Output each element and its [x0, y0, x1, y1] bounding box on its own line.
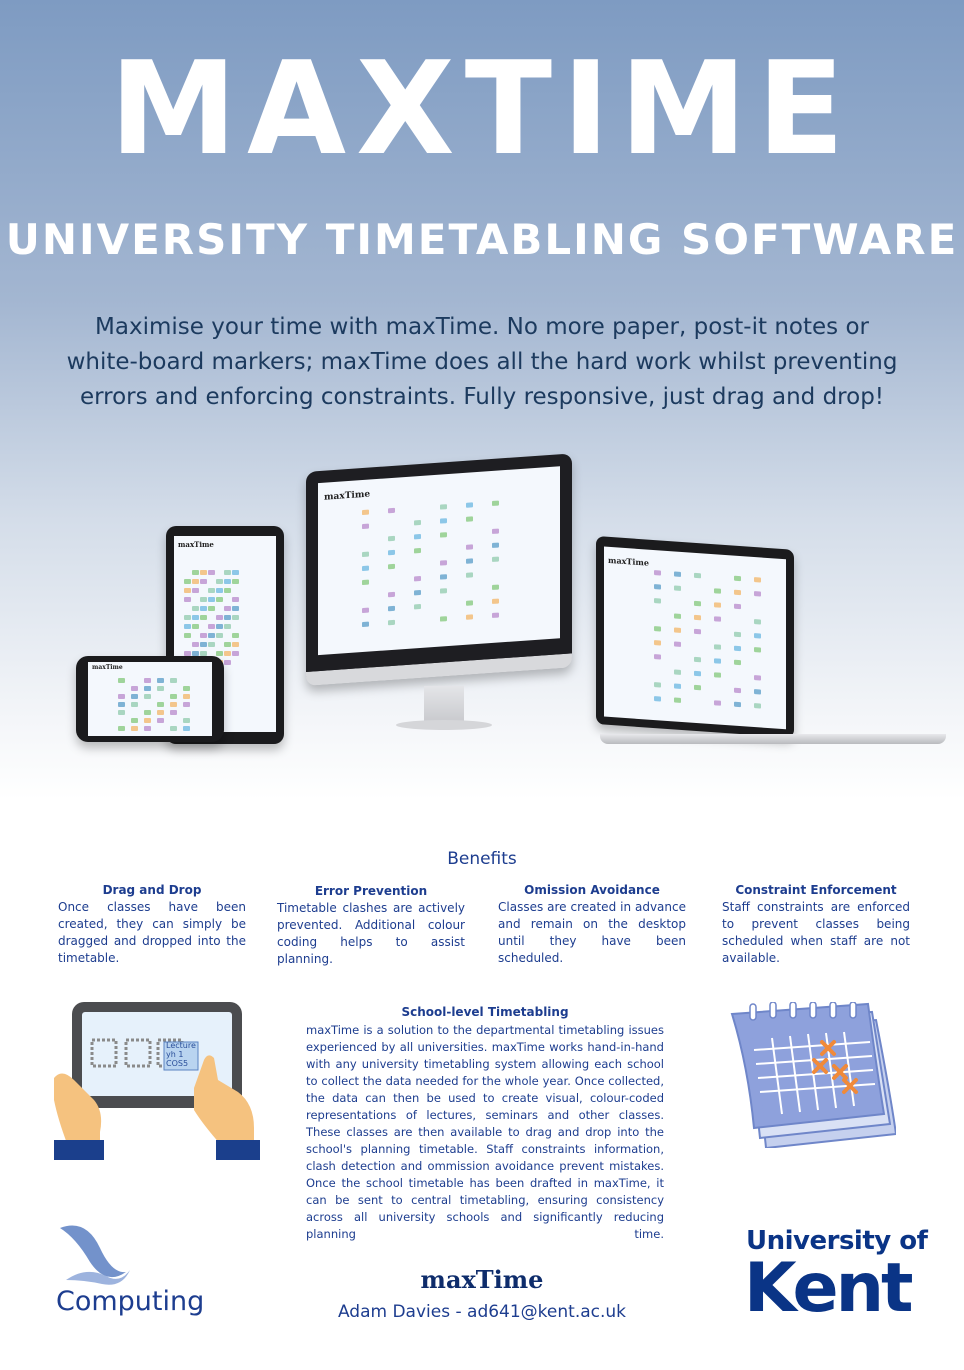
timetable-cell: [200, 606, 207, 611]
timetable-cell: [216, 633, 223, 638]
timetable-cell: [466, 558, 473, 563]
phone-landscape: [76, 656, 224, 742]
timetable-cell: [388, 508, 395, 513]
timetable-cell: [654, 640, 661, 645]
timetable-cell: [754, 591, 761, 596]
timetable-cell: [440, 560, 447, 565]
timetable-cell: [362, 552, 369, 557]
timetable-cell: [216, 651, 223, 656]
timetable-cell: [216, 588, 223, 593]
laptop-base: [600, 734, 946, 744]
timetable-cell: [232, 615, 239, 620]
kent-logo-line1: University of: [746, 1226, 928, 1256]
timetable-cell: [492, 529, 499, 534]
computing-logo: [56, 1222, 136, 1288]
benefits-heading: Benefits: [447, 849, 517, 869]
timetable-cell: [118, 710, 125, 715]
timetable-cell: [654, 570, 661, 575]
benefit-text: Classes are created in advance and remain on the desktop until they have been scheduled.: [498, 900, 686, 965]
timetable-cell: [754, 647, 761, 652]
desktop-monitor: [306, 472, 572, 742]
timetable-cell: [674, 627, 681, 632]
timetable-cell: [674, 571, 681, 576]
timetable-cell: [192, 615, 199, 620]
timetable-cell: [362, 566, 369, 571]
benefit-error-prevention: [277, 883, 465, 968]
timetable-cell: [208, 570, 215, 575]
timetable-cell: [492, 543, 499, 548]
timetable-cell: [131, 702, 138, 707]
timetable-cell: [694, 615, 701, 620]
timetable-cell: [714, 602, 721, 607]
timetable-cell: [440, 518, 447, 523]
drag-card-line: COS5: [166, 1059, 189, 1068]
timetable-cell: [492, 599, 499, 604]
timetable-cell: [131, 694, 138, 699]
timetable-cell: [144, 718, 151, 723]
kent-logo-line2: Kent: [744, 1249, 911, 1328]
timetable-cell: [694, 657, 701, 662]
school-section-title: School-level Timetabling: [401, 1005, 569, 1019]
timetable-cell: [170, 694, 177, 699]
timetable-cell: [654, 584, 661, 589]
timetable-cell: [184, 597, 191, 602]
monitor-stand: [424, 686, 464, 722]
timetable-cell: [232, 642, 239, 647]
timetable-cell: [224, 606, 231, 611]
timetable-cell: [466, 516, 473, 521]
timetable-cell: [184, 633, 191, 638]
timetable-cell: [184, 579, 191, 584]
timetable-cell: [440, 574, 447, 579]
benefit-drag-and-drop: [58, 882, 246, 967]
app-logo: maxTime: [178, 540, 214, 549]
timetable-cell: [183, 718, 190, 723]
timetable-cell: [208, 606, 215, 611]
timetable-cell: [183, 694, 190, 699]
timetable-cell: [208, 642, 215, 647]
timetable-cell: [170, 702, 177, 707]
timetable-cell: [694, 601, 701, 606]
timetable-cell: [754, 689, 761, 694]
timetable-cell: [734, 576, 741, 581]
timetable-cell: [118, 726, 125, 731]
app-logo: maxTime: [608, 554, 649, 568]
timetable-cell: [192, 624, 199, 629]
timetable-cell: [734, 632, 741, 637]
timetable-cell: [388, 592, 395, 597]
timetable-cell: [144, 710, 151, 715]
computing-swirl-icon: [56, 1222, 136, 1288]
timetable-cell: [754, 619, 761, 624]
timetable-cell: [224, 660, 231, 665]
timetable-cell: [388, 550, 395, 555]
timetable-cell: [440, 616, 447, 621]
timetable-cell: [362, 608, 369, 613]
timetable-cell: [157, 686, 164, 691]
timetable-cell: [414, 590, 421, 595]
timetable-cell: [654, 682, 661, 687]
timetable-cell: [492, 557, 499, 562]
timetable-cell: [118, 702, 125, 707]
school-section-body: maxTime is a solution to the departmental timetabling issues experienced by all universities. maxTime works hand-in-hand with any university timetabling system allowing each school to collect the data needed for the whole year. Once collected, the data can then be used to create visual, colour-coded representations of lectures, seminars and other classes. These classes are then available to drag and drop into the school's planning timetable. Staff constraints information, clash detection and ommission avoidance prevent mistakes. Once the school timetable has been drafted in maxTime, it can be sent to central timetabling, ensuring consistency across all university schools and significantly reducing planning time.: [306, 1023, 664, 1241]
calendar-icon: [730, 1002, 896, 1148]
timetable-cell: [200, 570, 207, 575]
timetable-cell: [144, 726, 151, 731]
drag-card-line: yh 1: [166, 1050, 184, 1059]
timetable-cell: [200, 597, 207, 602]
timetable-cell: [714, 616, 721, 621]
timetable-cell: [654, 598, 661, 603]
timetable-cell: [184, 624, 191, 629]
timetable-cell: [362, 524, 369, 529]
timetable-cell: [414, 520, 421, 525]
app-logo: maxTime: [92, 664, 123, 671]
timetable-cell: [170, 726, 177, 731]
timetable-cell: [754, 675, 761, 680]
timetable-cell: [492, 585, 499, 590]
timetable-cell: [183, 702, 190, 707]
timetable-cell: [674, 669, 681, 674]
timetable-cell: [131, 718, 138, 723]
phone-screen: [88, 662, 212, 736]
timetable-cell: [734, 688, 741, 693]
timetable-cell: [208, 588, 215, 593]
benefit-text: Staff constraints are enforced to prevent classes being scheduled when staff are not available.: [722, 900, 910, 965]
timetable-cell: [144, 686, 151, 691]
laptop: [596, 536, 946, 748]
timetable-cell: [224, 624, 231, 629]
timetable-cell: [192, 570, 199, 575]
benefit-text: Timetable clashes are actively prevented. Additional colour coding helps to assist planning.: [277, 901, 465, 966]
timetable-cell: [131, 686, 138, 691]
benefit-omission-avoidance: [498, 882, 686, 967]
timetable-cell: [144, 694, 151, 699]
timetable-cell: [118, 694, 125, 699]
benefit-text: Once classes have been created, they can simply be dragged and dropped into the timetable.: [58, 900, 246, 965]
app-logo: maxTime: [324, 489, 371, 503]
timetable-cell: [224, 579, 231, 584]
contact-line: Adam Davies - ad641@kent.ac.uk: [337, 1302, 627, 1322]
timetable-cell: [414, 604, 421, 609]
timetable-cell: [694, 629, 701, 634]
timetable-cell: [388, 536, 395, 541]
timetable-cell: [492, 501, 499, 506]
timetable-cell: [192, 642, 199, 647]
timetable-cell: [694, 671, 701, 676]
timetable-cell: [754, 703, 761, 708]
timetable-cell: [200, 579, 207, 584]
timetable-cell: [157, 678, 164, 683]
timetable-cell: [734, 590, 741, 595]
timetable-cell: [224, 651, 231, 656]
timetable-cell: [734, 604, 741, 609]
timetable-cell: [224, 588, 231, 593]
timetable-cell: [694, 573, 701, 578]
timetable-cell: [216, 624, 223, 629]
timetable-cell: [224, 570, 231, 575]
timetable-cell: [754, 633, 761, 638]
timetable-cell: [216, 597, 223, 602]
timetable-cell: [118, 678, 125, 683]
timetable-cell: [208, 597, 215, 602]
benefit-title: Drag and Drop: [102, 883, 202, 897]
timetable-cell: [466, 600, 473, 605]
timetable-cell: [183, 686, 190, 691]
timetable-cell: [362, 622, 369, 627]
timetable-cell: [232, 633, 239, 638]
devices-illustration: [0, 470, 964, 790]
benefit-constraint-enforcement: [722, 882, 910, 967]
timetable-cell: [192, 588, 199, 593]
drag-card-line: Lecture: [166, 1041, 196, 1050]
calendar-illustration: [730, 1002, 896, 1148]
timetable-cell: [200, 615, 207, 620]
benefit-title: Omission Avoidance: [524, 883, 660, 897]
timetable-cell: [414, 576, 421, 581]
timetable-cell: [388, 564, 395, 569]
timetable-cell: [714, 672, 721, 677]
timetable-cell: [144, 678, 151, 683]
timetable-cell: [734, 660, 741, 665]
timetable-cell: [232, 651, 239, 656]
timetable-cell: [714, 700, 721, 705]
timetable-cell: [224, 642, 231, 647]
intro-text: Maximise your time with maxTime. No more paper, post-it notes or white-board markers; maxTime does all the hard work whilst preventing errors and enforcing constraints. Fully responsive, just drag and drop!: [66, 314, 898, 410]
timetable-cell: [192, 606, 199, 611]
timetable-cell: [674, 585, 681, 590]
timetable-cell: [466, 502, 473, 507]
monitor-screen: [318, 466, 560, 655]
timetable-cell: [184, 588, 191, 593]
timetable-cell: [232, 597, 239, 602]
timetable-cell: [362, 580, 369, 585]
timetable-cell: [183, 726, 190, 731]
timetable-cell: [414, 548, 421, 553]
timetable-cell: [216, 579, 223, 584]
timetable-cell: [714, 658, 721, 663]
tablet-hands-icon: [54, 1000, 260, 1162]
timetable-cell: [492, 613, 499, 618]
timetable-cell: [654, 654, 661, 659]
timetable-cell: [388, 620, 395, 625]
timetable-cell: [170, 710, 177, 715]
timetable-cell: [200, 633, 207, 638]
timetable-cell: [654, 626, 661, 631]
monitor-frame: [306, 453, 572, 686]
timetable-cell: [157, 718, 164, 723]
timetable-cell: [232, 606, 239, 611]
timetable-cell: [131, 726, 138, 731]
timetable-cell: [224, 615, 231, 620]
timetable-cell: [232, 570, 239, 575]
timetable-cell: [414, 534, 421, 539]
benefit-title: Error Prevention: [314, 884, 428, 898]
timetable-cell: [208, 633, 215, 638]
timetable-cell: [734, 646, 741, 651]
monitor-base: [396, 720, 492, 730]
timetable-cell: [216, 615, 223, 620]
tablet-hands-illustration: [54, 1000, 260, 1162]
benefit-title: Constraint Enforcement: [735, 883, 897, 897]
timetable-cell: [388, 606, 395, 611]
timetable-cell: [200, 642, 207, 647]
timetable-cell: [674, 613, 681, 618]
timetable-cell: [674, 641, 681, 646]
drag-card-text: [166, 1041, 196, 1068]
timetable-cell: [157, 710, 164, 715]
timetable-cell: [674, 697, 681, 702]
timetable-cell: [466, 614, 473, 619]
timetable-cell: [157, 702, 164, 707]
timetable-cell: [714, 644, 721, 649]
computing-label: Computing: [56, 1286, 205, 1317]
timetable-cell: [674, 683, 681, 688]
timetable-cell: [754, 577, 761, 582]
timetable-cell: [208, 624, 215, 629]
timetable-cell: [440, 504, 447, 509]
timetable-cell: [170, 678, 177, 683]
page-title: MAXTIME: [109, 35, 855, 184]
page-subtitle: UNIVERSITY TIMETABLING SOFTWARE: [5, 215, 959, 264]
timetable-cell: [184, 615, 191, 620]
timetable-cell: [466, 572, 473, 577]
timetable-cell: [734, 702, 741, 707]
timetable-cell: [714, 588, 721, 593]
timetable-cell: [192, 579, 199, 584]
maxtime-logo: maxTime: [420, 1265, 544, 1294]
timetable-cell: [232, 579, 239, 584]
timetable-cell: [694, 685, 701, 690]
timetable-cell: [654, 696, 661, 701]
timetable-cell: [440, 532, 447, 537]
timetable-cell: [362, 510, 369, 515]
laptop-screen: [604, 547, 786, 730]
timetable-cell: [466, 544, 473, 549]
laptop-lid: [596, 536, 794, 738]
timetable-cell: [440, 588, 447, 593]
